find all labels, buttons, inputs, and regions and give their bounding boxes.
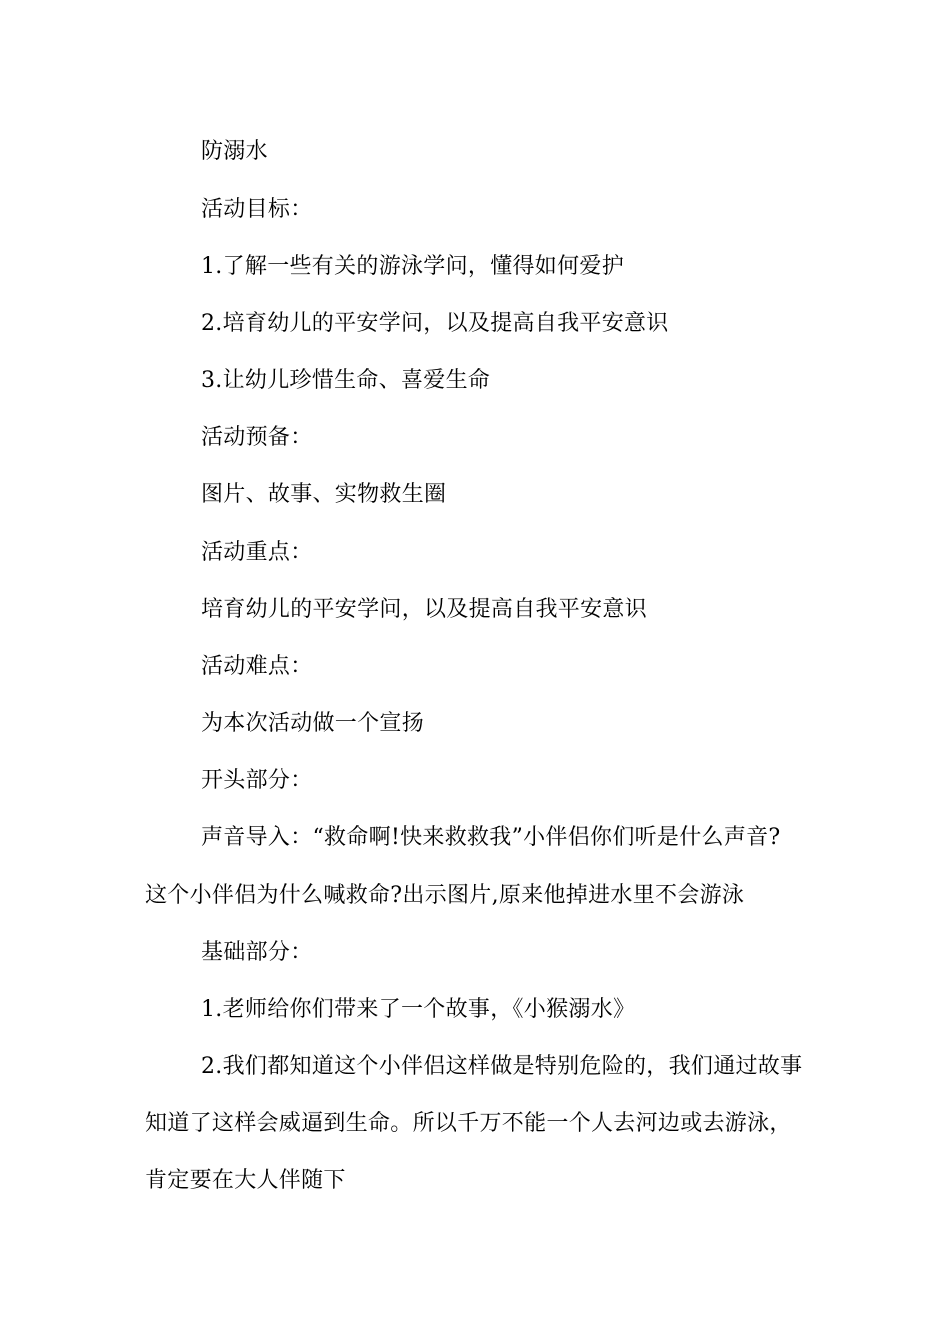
basic-item-2-line-1: 2.我们都知道这个小伴侣这样做是特别危险的，我们通过故事 bbox=[201, 1054, 803, 1079]
focus-text: 培育幼儿的平安学问，以及提高自我平安意识 bbox=[201, 597, 648, 622]
difficulty-heading: 活动难点： bbox=[201, 654, 313, 679]
focus-heading: 活动重点： bbox=[201, 540, 313, 565]
goal-item-1: 1.了解一些有关的游泳学问，懂得如何爱护 bbox=[201, 254, 624, 279]
document-title: 防溺水 bbox=[201, 139, 268, 164]
goals-heading: 活动目标： bbox=[201, 197, 313, 222]
opening-paragraph-line-2: 这个小伴侣为什么喊救命?出示图片,原来他掉进水里不会游泳 bbox=[145, 883, 745, 908]
basic-item-2-line-3: 肯定要在大人伴随下 bbox=[145, 1168, 346, 1193]
difficulty-text: 为本次活动做一个宣扬 bbox=[201, 711, 425, 736]
goal-item-3: 3.让幼儿珍惜生命、喜爱生命 bbox=[201, 368, 491, 393]
basic-heading: 基础部分： bbox=[201, 940, 313, 965]
basic-item-2-line-2: 知道了这样会威逼到生命。所以千万不能一个人去河边或去游泳， bbox=[145, 1111, 792, 1136]
basic-item-1: 1.老师给你们带来了一个故事，《小猴溺水》 bbox=[201, 997, 636, 1022]
prep-text: 图片、故事、实物救生圈 bbox=[201, 482, 447, 507]
opening-paragraph-line-1: 声音导入：“救命啊!快来救救我”小伴侣你们听是什么声音? bbox=[201, 825, 781, 850]
opening-heading: 开头部分： bbox=[201, 768, 313, 793]
goal-item-2: 2.培育幼儿的平安学问，以及提高自我平安意识 bbox=[201, 311, 669, 336]
prep-heading: 活动预备： bbox=[201, 425, 313, 450]
